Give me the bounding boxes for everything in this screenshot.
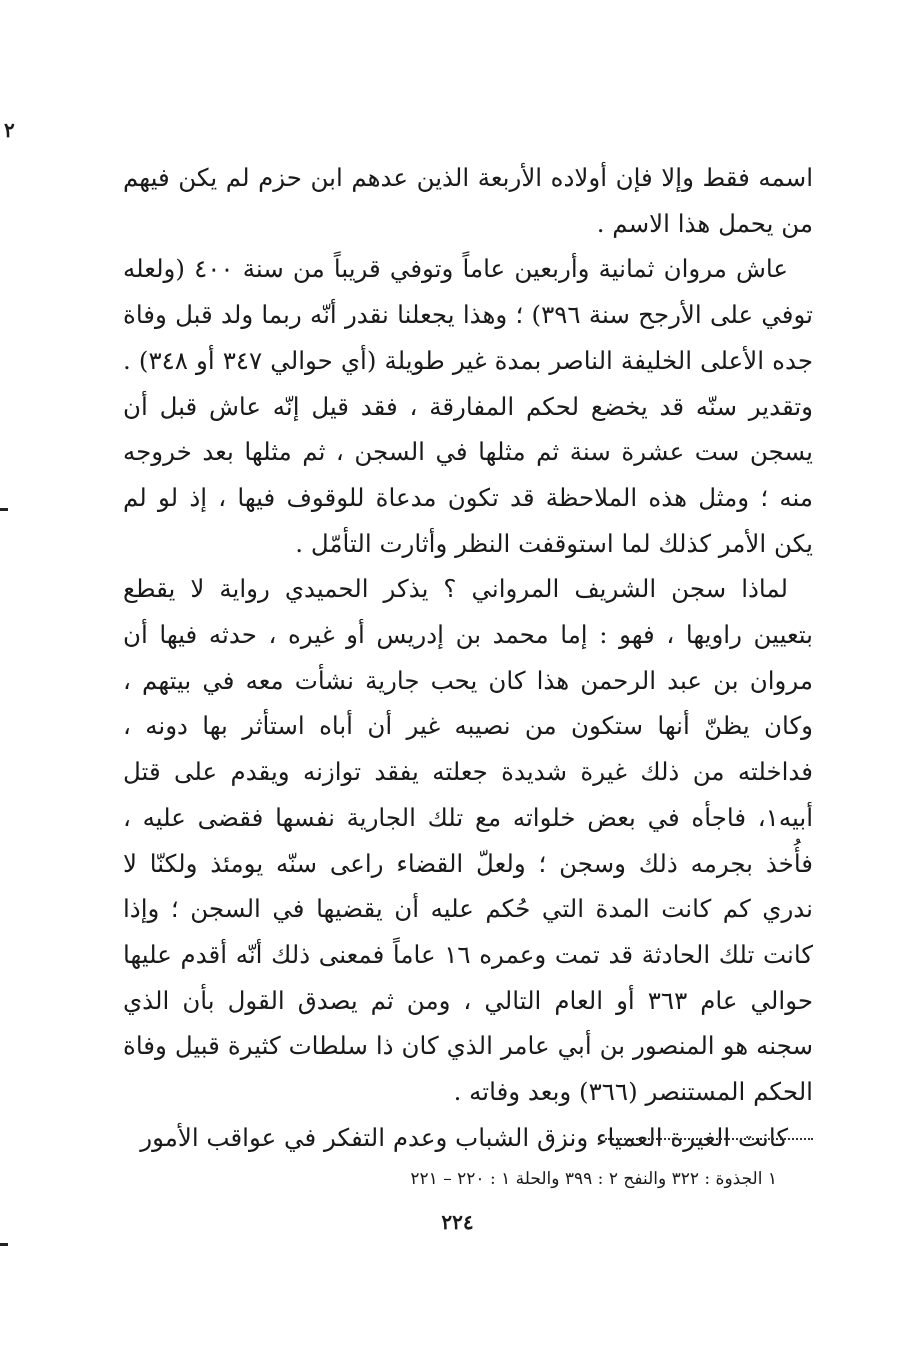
- edge-tick-bottom: [0, 1243, 8, 1246]
- paragraph-marwan-age: عاش مروان ثمانية وأربعين عاماً وتوفي قريباً من سنة ٤٠٠ (ولعله توفي على الأرجح سنة ٣٩٦) ؛ وهذا يجعلنا نقدر أنّه ربما ولد قبل وفاة جده الأعلى الخليفة الناصر بمدة غير طويلة (أي حوالي ٣٤٧ أو ٣٤٨) . وتقدير سنّه قد يخضع لحكم المفارقة ، فقد قيل إنّه عاش قبل أن يسجن ست عشرة سنة ثم مثلها في السجن ، ثم مثلها بعد خروجه منه ؛ ومثل هذه الملاحظة قد تكون مدعاة للوقوف فيها ، إذ لو لم يكن الأمر كذلك لما استوقفت النظر وأثارت التأمّل .: [123, 254, 813, 558]
- footnote-divider: [605, 1138, 813, 1140]
- paragraph-why-imprisoned: لماذا سجن الشريف المرواني ؟ يذكر الحميدي رواية لا يقطع بتعيين راويها ، فهو : إما محمد بن إدريس أو غيره ، حدثه فيها أن مروان بن عبد الرحمن هذا كان يحب جارية نشأت معه في بيتهم ، وكان يظنّ أنها ستكون من نصيبه غير أن أباه استأثر بها دونه ، فداخلته من ذلك غيرة شديدة جعلته يفقد توازنه ويقدم على قتل أبيه١، فاجأه في بعض خلواته مع تلك الجارية نفسها فقضى عليه ، فأُخذ بجرمه ذلك وسجن ؛ ولعلّ القضاء راعى سنّه يومئذ ولكنّا لا ندري كم كانت المدة التي حُكم عليه أن يقضيها في السجن ؛ وإذا كانت تلك الحادثة قد تمت وعمره ١٦ عاماً فمعنى ذلك أنّه أقدم عليها حوالي عام ٣٦٣ أو العام التالي ، ومن ثم يصدق القول بأن الذي سجنه هو المنصور بن أبي عامر الذي كان ذا سلطات كثيرة قبيل وفاة الحكم المستنصر (٣٦٦) وبعد وفاته .: [123, 574, 814, 1107]
- paragraph-continuation: اسمه فقط وإلا فإن أولاده الأربعة الذين عدهم ابن حزم لم يكن فيهم من يحمل هذا الاسم .: [123, 163, 813, 238]
- page-number: ٢٢٤: [441, 1210, 474, 1234]
- margin-mark: ٢: [4, 118, 15, 142]
- footnote: ١ الجذوة : ٣٢٢ والنفح ٢ : ٣٩٩ والحلة ١ : ٢٢٠ – ٢٢١: [410, 1169, 777, 1189]
- body-text: [123, 155, 813, 1160]
- paragraph-jealousy: كانت الغيرة العمياء ونزق الشباب وعدم التفكر في عواقب الأمور: [140, 1122, 788, 1152]
- edge-tick-top: [0, 508, 8, 511]
